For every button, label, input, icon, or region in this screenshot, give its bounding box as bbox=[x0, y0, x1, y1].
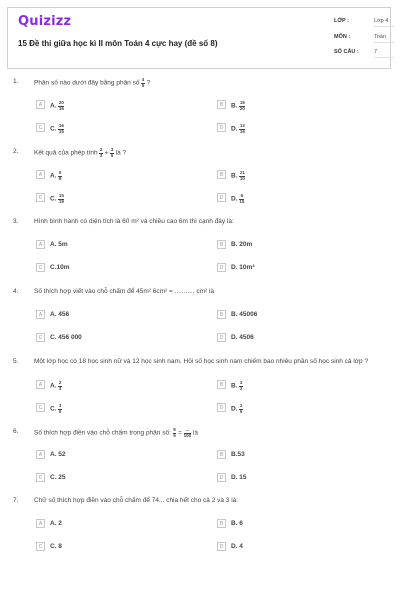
fraction-numerator: 9 bbox=[173, 427, 176, 432]
answer-option-a[interactable] bbox=[36, 380, 186, 392]
option-letter-box: A bbox=[36, 240, 45, 249]
option-letter-box: C bbox=[36, 123, 45, 132]
fraction-denominator: 16 bbox=[58, 105, 64, 111]
subject-label: MÔN : bbox=[334, 34, 351, 40]
option-label: B. 6 bbox=[231, 520, 243, 527]
option-fraction bbox=[239, 404, 243, 414]
option-fraction bbox=[239, 381, 243, 391]
option-letter-box: A bbox=[36, 519, 45, 528]
option-label: C. $\frac{3}{5}$ bbox=[50, 403, 62, 414]
question-number: 3. bbox=[13, 218, 19, 225]
option-label: A. $\frac{20}{16}$ bbox=[50, 100, 64, 111]
fraction-denominator: 19 bbox=[58, 198, 64, 204]
worksheet-title: 15 Đề thi giữa học kì II môn Toán 4 cực hay (đề số 8) bbox=[18, 39, 218, 48]
option-label: D. $\frac{12}{16}$ bbox=[231, 123, 245, 134]
option-label: B. $\frac{16}{20}$ bbox=[231, 100, 245, 111]
option-fraction bbox=[58, 171, 62, 181]
answer-option-b[interactable] bbox=[217, 519, 367, 531]
question-text: Kết quả của phép tính $\frac{2}{3}$ + $\frac{3}{5}$ là ? bbox=[34, 147, 127, 158]
question-text: Một lớp học có 18 học sinh nữ và 12 học sinh nam. Hỏi số học sinh nam chiếm bao nhiêu phần số học sinh cả lớp ? bbox=[34, 358, 369, 365]
answer-option-a[interactable] bbox=[36, 310, 186, 322]
option-letter-box: B bbox=[217, 450, 226, 459]
option-fraction bbox=[58, 101, 64, 111]
option-label: B. $\frac{21}{10}$ bbox=[231, 170, 245, 181]
fraction-numerator: 20 bbox=[58, 100, 64, 105]
question-text: Hình bình hành có diện tích là 60 m² và chiều cao 6m thì cạnh đáy là: bbox=[34, 218, 234, 225]
question-1 bbox=[0, 78, 400, 144]
answer-option-b[interactable] bbox=[217, 450, 367, 462]
option-letter-box: C bbox=[36, 403, 45, 412]
fraction-numerator: 3 bbox=[239, 380, 243, 385]
question-number: 2. bbox=[13, 148, 19, 155]
question-count-value: 7 bbox=[374, 49, 394, 58]
question-text: Chữ số thích hợp điền vào chỗ chấm để 74... chia hết cho cả 2 và 3 là: bbox=[34, 497, 239, 504]
option-fraction bbox=[58, 194, 64, 204]
fraction-denominator: 20 bbox=[239, 105, 245, 111]
option-label: A. 5m bbox=[50, 241, 68, 248]
answer-option-a[interactable] bbox=[36, 240, 186, 252]
answer-option-c[interactable] bbox=[36, 473, 186, 485]
fraction bbox=[184, 428, 192, 438]
fraction-denominator: 5 bbox=[173, 432, 176, 438]
question-text: Số thích hợp điền vào chỗ chấm trong phân số: $\frac{9}{5}$ = $\frac{...}{100}$ là bbox=[34, 427, 199, 438]
option-fraction bbox=[239, 101, 245, 111]
option-letter-box: D bbox=[217, 123, 226, 132]
option-letter-box: D bbox=[217, 333, 226, 342]
question-5 bbox=[0, 358, 400, 424]
option-label: A. $\frac{5}{8}$ bbox=[50, 170, 62, 181]
option-letter-box: A bbox=[36, 170, 45, 179]
answer-option-d[interactable] bbox=[217, 473, 367, 485]
fraction-numerator: 3 bbox=[58, 403, 62, 408]
answer-option-a[interactable] bbox=[36, 170, 186, 182]
answer-option-c[interactable] bbox=[36, 542, 186, 554]
option-label: C. $\frac{15}{19}$ bbox=[50, 193, 64, 204]
option-fraction bbox=[239, 194, 244, 204]
answer-option-b[interactable] bbox=[217, 380, 367, 392]
option-label: A. $\frac{2}{3}$ bbox=[50, 380, 62, 391]
answer-option-d[interactable] bbox=[217, 193, 367, 205]
question-number: 4. bbox=[13, 288, 19, 295]
answer-option-c[interactable] bbox=[36, 123, 186, 135]
fraction-denominator: 15 bbox=[239, 198, 245, 204]
fraction-denominator: 2 bbox=[239, 385, 243, 391]
option-letter-box: B bbox=[217, 380, 226, 389]
fraction-denominator: 3 bbox=[99, 152, 103, 158]
option-label: A. 2 bbox=[50, 520, 62, 527]
option-fraction bbox=[239, 124, 245, 134]
fraction-numerator: 15 bbox=[58, 193, 64, 198]
option-letter-box: A bbox=[36, 100, 45, 109]
option-letter-box: D bbox=[217, 263, 226, 272]
fraction-denominator: 15 bbox=[58, 128, 64, 134]
subject-value: Toán bbox=[374, 34, 394, 43]
option-label: B. $\frac{3}{2}$ bbox=[231, 380, 243, 391]
fraction-denominator: 8 bbox=[58, 175, 62, 181]
option-label: C. 25 bbox=[50, 474, 66, 481]
question-number: 7. bbox=[13, 497, 19, 504]
option-label: C. $\frac{16}{15}$ bbox=[50, 123, 64, 134]
question-number: 1. bbox=[13, 78, 19, 85]
fraction-numerator: 2 bbox=[58, 380, 62, 385]
answer-option-d[interactable] bbox=[217, 123, 367, 135]
fraction-denominator: 5 bbox=[141, 82, 145, 88]
question-text: Số thích hợp viết vào chỗ chấm để 45m² 6cm² = ........... cm² là bbox=[34, 288, 215, 295]
fraction bbox=[110, 148, 114, 158]
answer-option-a[interactable] bbox=[36, 450, 186, 462]
question-7 bbox=[0, 497, 400, 563]
answer-option-a[interactable] bbox=[36, 100, 186, 112]
question-6 bbox=[0, 428, 400, 494]
fraction-numerator: 3 bbox=[110, 147, 114, 152]
fraction-numerator: 2 bbox=[99, 147, 103, 152]
answer-option-d[interactable] bbox=[217, 542, 367, 554]
option-letter-box: A bbox=[36, 380, 45, 389]
answer-option-d[interactable] bbox=[217, 333, 367, 345]
option-letter-box: D bbox=[217, 193, 226, 202]
answer-option-b[interactable] bbox=[217, 240, 367, 252]
fraction-denominator: 100 bbox=[183, 432, 192, 438]
option-letter-box: D bbox=[217, 473, 226, 482]
option-label: B. 45006 bbox=[231, 311, 258, 318]
option-letter-box: C bbox=[36, 542, 45, 551]
answer-option-b[interactable] bbox=[217, 100, 367, 112]
option-letter-box: D bbox=[217, 542, 226, 551]
option-letter-box: C bbox=[36, 193, 45, 202]
fraction-denominator: 3 bbox=[58, 385, 62, 391]
answer-option-c[interactable] bbox=[36, 263, 186, 275]
option-fraction bbox=[58, 124, 64, 134]
answer-option-c[interactable] bbox=[36, 193, 186, 205]
fraction bbox=[173, 428, 177, 438]
question-count-label: SỐ CÂU : bbox=[334, 49, 359, 55]
fraction-numerator: 12 bbox=[239, 123, 245, 128]
option-letter-box: B bbox=[217, 100, 226, 109]
answer-option-c[interactable] bbox=[36, 403, 186, 415]
option-label: D. 15 bbox=[231, 474, 247, 481]
option-label: B.53 bbox=[231, 451, 245, 458]
question-4 bbox=[0, 288, 400, 354]
fraction-numerator: 16 bbox=[239, 100, 245, 105]
option-label: A. 52 bbox=[50, 451, 66, 458]
fraction-numerator: 2 bbox=[239, 403, 243, 408]
fraction-numerator: 5 bbox=[58, 170, 62, 175]
option-letter-box: B bbox=[217, 310, 226, 319]
grade-value: Lớp 4 bbox=[374, 18, 394, 27]
answer-option-d[interactable] bbox=[217, 403, 367, 415]
option-fraction bbox=[58, 381, 62, 391]
answer-option-c[interactable] bbox=[36, 333, 186, 345]
option-letter-box: C bbox=[36, 333, 45, 342]
option-letter-box: B bbox=[217, 240, 226, 249]
fraction-denominator: 10 bbox=[239, 175, 245, 181]
fraction-denominator: 5 bbox=[239, 408, 243, 414]
option-label: D. 10m² bbox=[231, 264, 255, 271]
option-fraction bbox=[239, 171, 245, 181]
option-label: D. $\frac{2}{5}$ bbox=[231, 403, 243, 414]
worksheet-header bbox=[7, 7, 391, 69]
option-letter-box: C bbox=[36, 263, 45, 272]
fraction-numerator: 4 bbox=[141, 77, 145, 82]
question-3 bbox=[0, 218, 400, 284]
option-letter-box: D bbox=[217, 403, 226, 412]
quizizz-logo: Quizizz bbox=[18, 14, 72, 29]
option-fraction bbox=[58, 404, 62, 414]
option-label: D. 4506 bbox=[231, 334, 254, 341]
option-letter-box: B bbox=[217, 519, 226, 528]
question-2 bbox=[0, 148, 400, 214]
question-number: 5. bbox=[13, 358, 19, 365]
option-letter-box: A bbox=[36, 310, 45, 319]
answer-option-b[interactable] bbox=[217, 310, 367, 322]
question-text: Phân số nào dưới đây bằng phân số $\frac{4}{5}$ ? bbox=[34, 77, 151, 88]
option-letter-box: C bbox=[36, 473, 45, 482]
question-number: 6. bbox=[13, 428, 19, 435]
fraction-numerator: ... bbox=[185, 427, 190, 432]
option-label: C.10m bbox=[50, 264, 70, 271]
option-label: A. 456 bbox=[50, 311, 70, 318]
fraction-numerator: 21 bbox=[239, 170, 245, 175]
option-label: C. 8 bbox=[50, 543, 62, 550]
fraction-numerator: 16 bbox=[58, 123, 64, 128]
option-label: C. 456 000 bbox=[50, 334, 82, 341]
fraction-denominator: 5 bbox=[58, 408, 62, 414]
option-label: D. $\frac{6}{15}$ bbox=[231, 193, 245, 204]
option-letter-box: A bbox=[36, 450, 45, 459]
fraction-numerator: 6 bbox=[240, 193, 244, 198]
fraction bbox=[141, 78, 145, 88]
fraction-denominator: 16 bbox=[239, 128, 245, 134]
fraction-denominator: 5 bbox=[110, 152, 114, 158]
answer-option-a[interactable] bbox=[36, 519, 186, 531]
answer-option-d[interactable] bbox=[217, 263, 367, 275]
option-label: B. 20m bbox=[231, 241, 253, 248]
option-label: D. 4 bbox=[231, 543, 243, 550]
fraction bbox=[99, 148, 103, 158]
option-letter-box: B bbox=[217, 170, 226, 179]
answer-option-b[interactable] bbox=[217, 170, 367, 182]
grade-label: LỚP : bbox=[334, 18, 349, 24]
